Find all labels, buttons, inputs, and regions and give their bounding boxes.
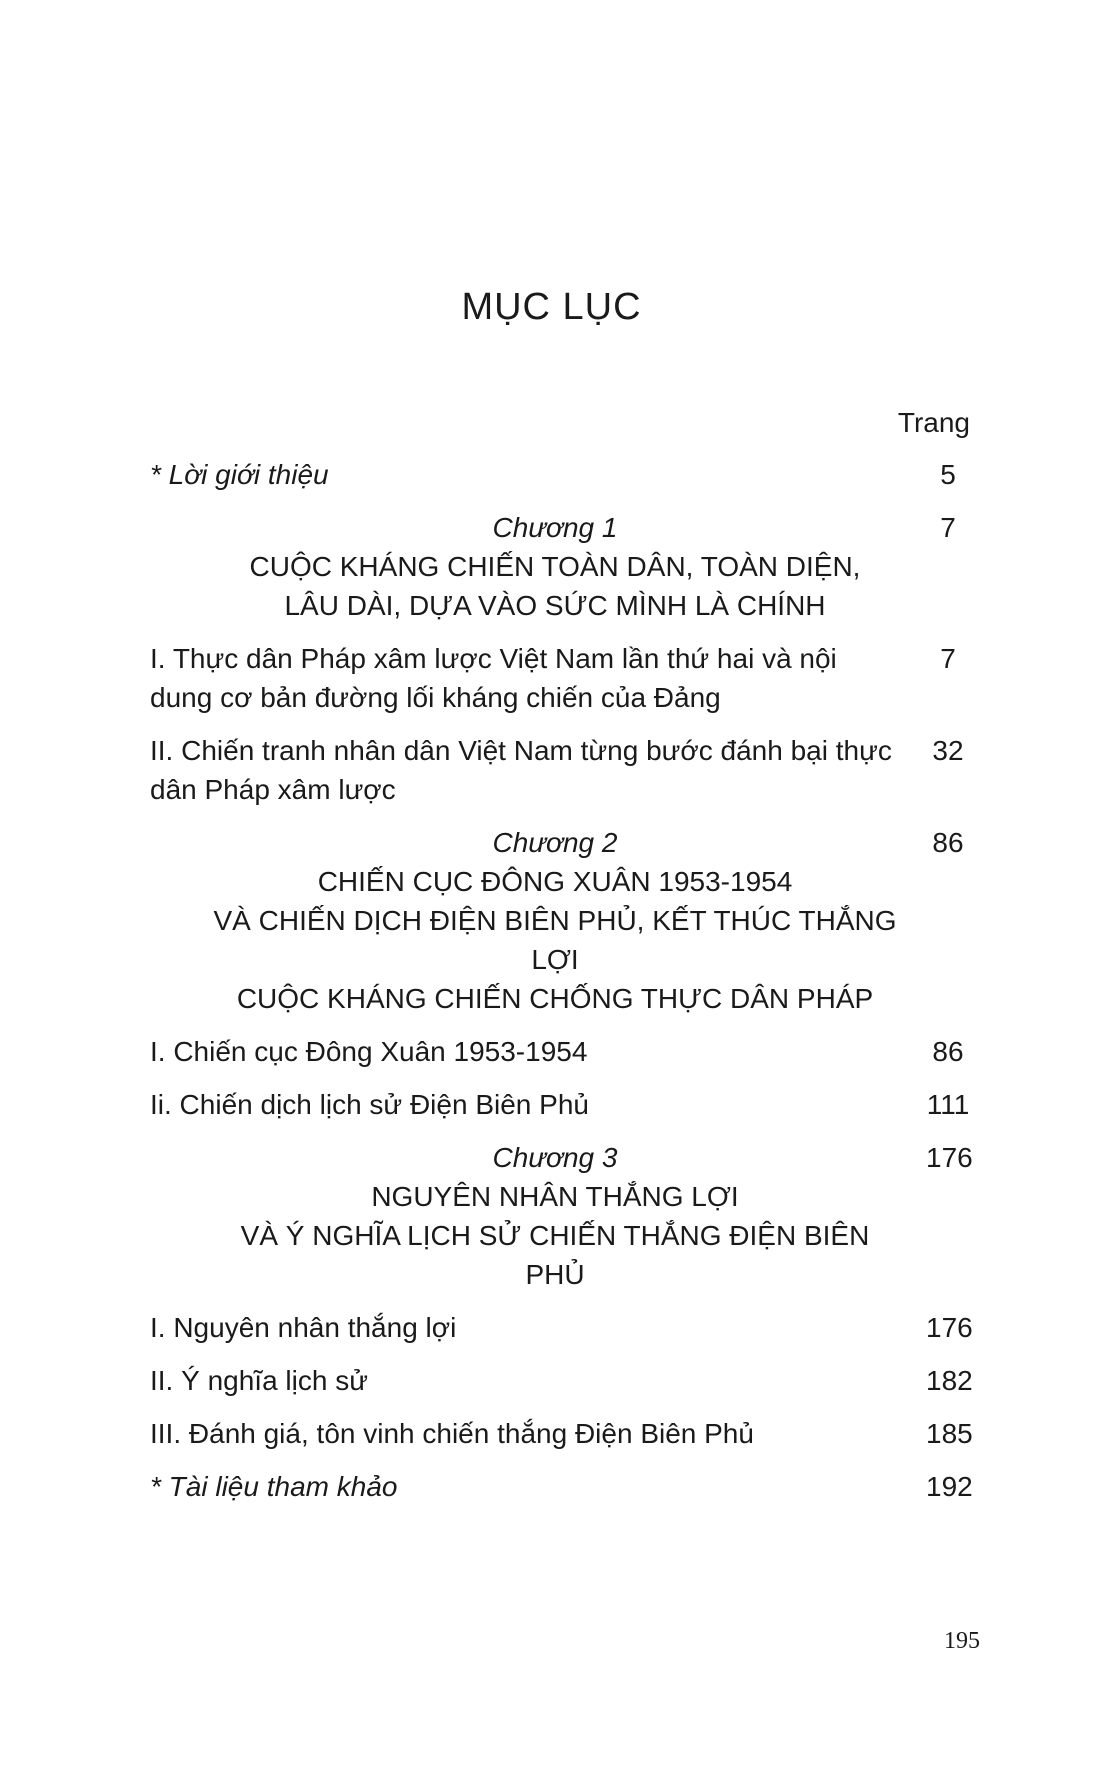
chapter-title-line: CHIẾN CỤC ĐÔNG XUÂN 1953-1954 [317, 866, 793, 897]
toc-entry-intro [150, 455, 970, 494]
chapter-heading [150, 823, 900, 1018]
chapter-title-line: VÀ CHIẾN DỊCH ĐIỆN BIÊN PHỦ, KẾT THÚC THẮNG LỢI [213, 905, 897, 975]
toc-entry-page: 176 [926, 1142, 973, 1173]
chapter-heading [150, 508, 900, 625]
toc-entry-ch1-s2 [150, 731, 970, 809]
chapter-heading [150, 1138, 900, 1294]
toc-entry-label: III. Đánh giá, tôn vinh chiến thắng Điện Biên Phủ [150, 1418, 754, 1449]
chapter-title-line: VÀ Ý NGHĨA LỊCH SỬ CHIẾN THẮNG ĐIỆN BIÊN PHỦ [240, 1220, 870, 1290]
toc-entry-page: 86 [932, 827, 964, 858]
page-column-header: Trang [897, 407, 970, 438]
page-number: 195 [944, 1628, 980, 1654]
toc-entry-page: 185 [926, 1418, 973, 1449]
chapter-title-line: CUỘC KHÁNG CHIẾN CHỐNG THỰC DÂN PHÁP [236, 983, 874, 1014]
toc-entry-page: 7 [940, 512, 956, 543]
toc-entry-page: 192 [926, 1471, 973, 1502]
toc-entry-label: I. Thực dân Pháp xâm lược Việt Nam lần thứ hai và nội dung cơ bản đường lối kháng chiến của Đảng [150, 643, 837, 713]
toc-entry-ch3-s2 [150, 1361, 973, 1400]
toc-entry-page: 5 [940, 459, 956, 490]
toc-entry-label: II. Chiến tranh nhân dân Việt Nam từng bước đánh bại thực dân Pháp xâm lược [150, 735, 892, 805]
toc-entry-label: Ii. Chiến dịch lịch sử Điện Biên Phủ [150, 1089, 589, 1120]
toc-entry-label: II. Ý nghĩa lịch sử [150, 1365, 368, 1396]
toc-chapter-1 [150, 508, 970, 625]
chapter-title-line: LÂU DÀI, DỰA VÀO SỨC MÌNH LÀ CHÍNH [284, 590, 826, 621]
toc-entry-ch1-s1 [150, 639, 970, 717]
toc-entry-label: * Tài liệu tham khảo [150, 1471, 398, 1502]
toc-entry-references [150, 1467, 973, 1506]
toc-entry-page: 176 [926, 1312, 973, 1343]
toc-entry-page: 86 [932, 1036, 964, 1067]
chapter-name: Chương 1 [492, 512, 618, 543]
chapter-title-line: NGUYÊN NHÂN THẮNG LỢI [371, 1181, 739, 1212]
toc-chapter-2 [150, 823, 970, 1018]
toc-entry-page: 32 [932, 735, 964, 766]
toc-entry-ch2-s2 [150, 1085, 970, 1124]
toc-entry-ch3-s3 [150, 1414, 973, 1453]
toc-entry-ch3-s1 [150, 1308, 973, 1347]
toc-entry-label: * Lời giới thiệu [150, 459, 329, 490]
table-of-contents [150, 403, 973, 1520]
toc-chapter-3 [150, 1138, 973, 1294]
chapter-name: Chương 3 [492, 1142, 618, 1173]
toc-entry-ch2-s1 [150, 1032, 970, 1071]
chapter-name: Chương 2 [492, 827, 618, 858]
chapter-title-line: CUỘC KHÁNG CHIẾN TOÀN DÂN, TOÀN DIỆN, [249, 551, 861, 582]
toc-entry-label: I. Chiến cục Đông Xuân 1953-1954 [150, 1036, 588, 1067]
toc-entry-page: 111 [926, 1089, 970, 1120]
page-title: MỤC LỤC [461, 286, 642, 328]
toc-entry-page: 182 [926, 1365, 973, 1396]
toc-entry-label: I. Nguyên nhân thắng lợi [150, 1312, 457, 1343]
toc-entry-page: 7 [940, 643, 956, 674]
